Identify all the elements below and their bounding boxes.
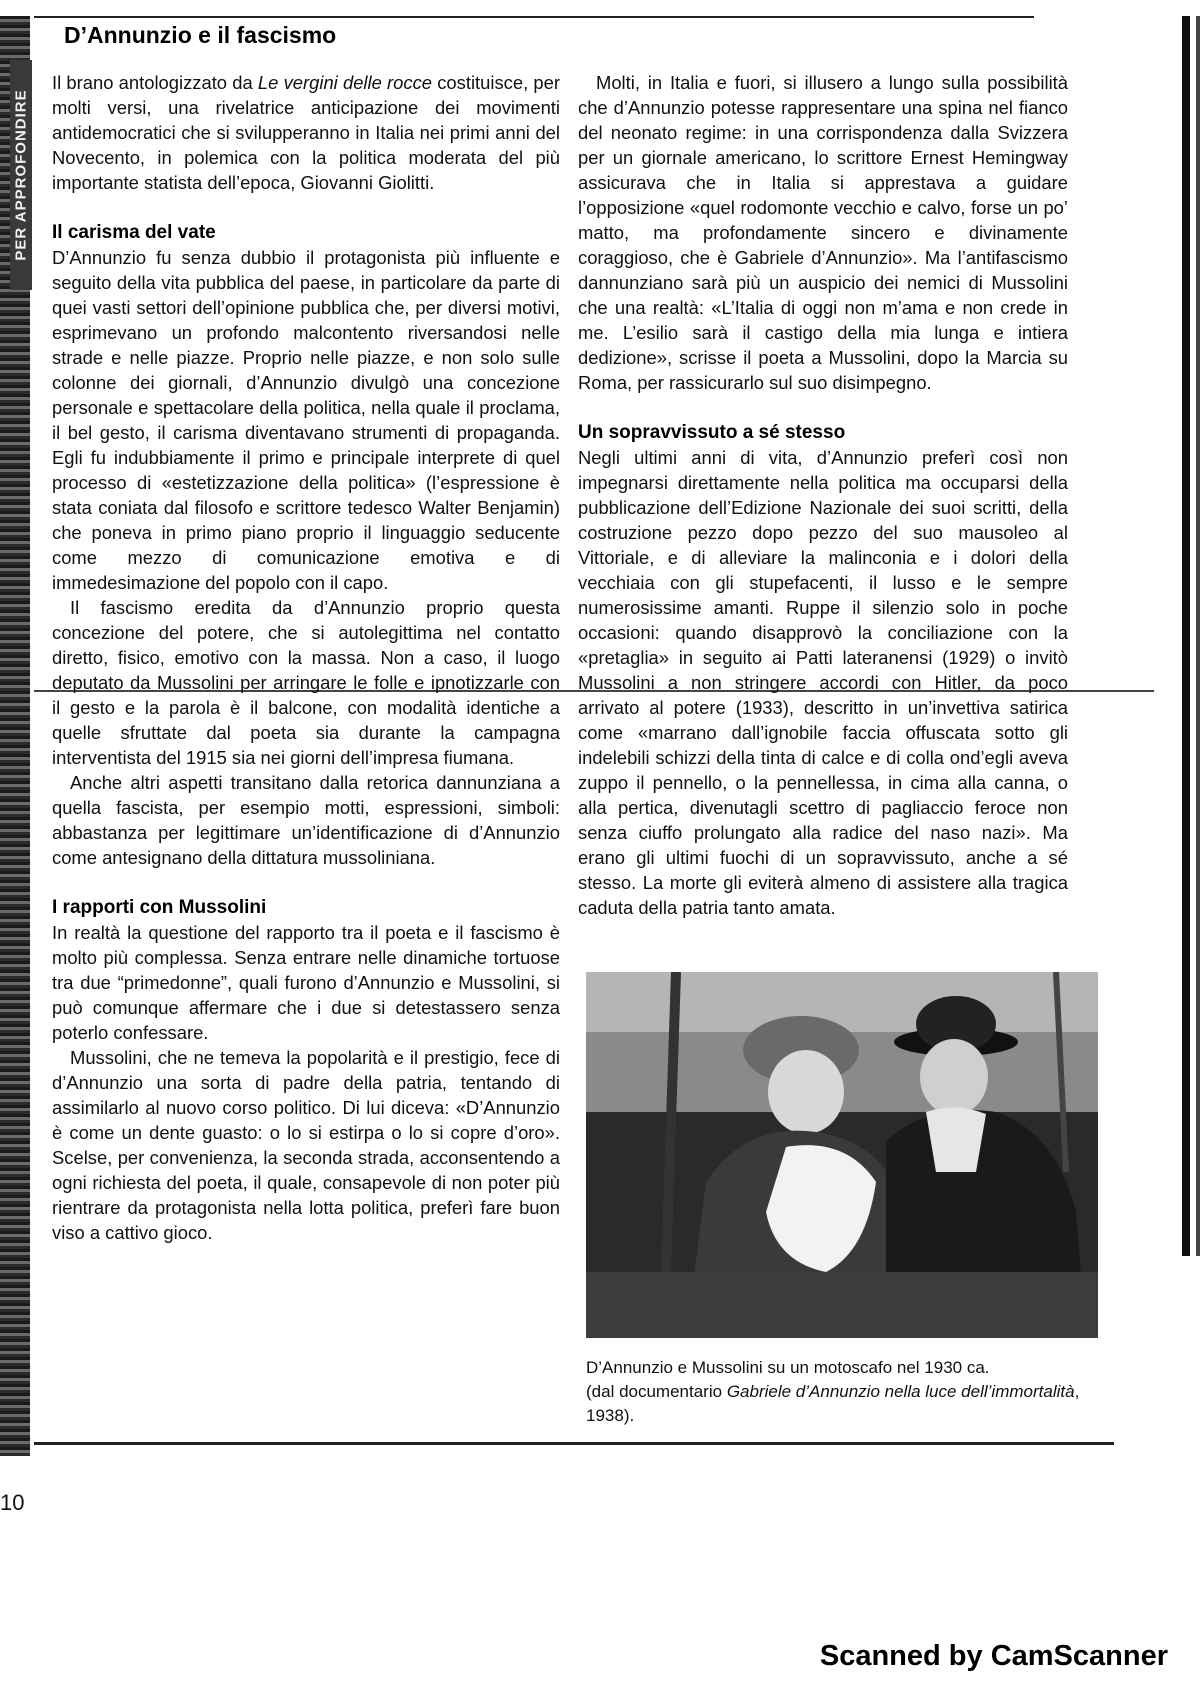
caption-documentary-title: Gabriele d’Annunzio nella luce dell’immortalità xyxy=(726,1382,1075,1401)
paragraph-carisma-1: D’Annunzio fu senza dubbio il protagonista più influente e seguito della vita pubblica del paese, in particolare da parte di quei vasti settori dell’opinione pubblica che, per diversi motivi, esprimevano un profondo malcontento riversandosi nelle strade e nelle piazze. Proprio nelle piazze, e non solo sulle colonne dei giornali, d’Annunzio divulgò una concezione personale e spettacolare della politica, nella quale il proclama, il bel gesto, il carisma diventavano strumenti di propaganda. Egli fu indubbiamente il primo e principale interprete di quel processo di «estetizzazione della politica» (l’espressione è stata coniata dal filosofo e scrittore tedesco Walter Benjamin) che poneva in primo piano proprio il linguaggio seducente come mezzo di comunicazione emotiva e di immedesimazione del popolo con il capo. xyxy=(52,247,560,593)
intro-paragraph xyxy=(52,70,560,195)
section-heading-carisma: Il carisma del vate xyxy=(52,222,216,243)
scan-edge-right xyxy=(1182,16,1190,1256)
paragraph-sopravvissuto: Negli ultimi anni di vita, d’Annunzio preferì così non impegnarsi direttamente nella politica ma occuparsi della pubblicazione dell’Edizione Nazionale dei suoi scritti, della costruzione pezzo dopo pezzo del suo mausoleo al Vittoriale, e di alleviare la malinconia e i dolori della vecchiaia con gli stupefacenti, il lusso e le sempre numerosissime amanti. Ruppe il silenzio solo in poche occasioni: quando disapprovò la conciliazione con la «pretaglia» in seguito ai Patti lateranensi (1929) o invitò Mussolini a non stringere accordi con Hitler, da poco arrivato al potere (1933), descritto in un’invettiva satirica come «marrano dall’ignobile faccia offuscata sotto gli indelebili schizzi della tinta di calce e di colla ond’egli aveva zuppo il pennello, o la pennellessa, in cima alla canna, o alla pertica, divenutagli scettro di pagliaccio feroce non senza ciuffo prolungato alla radice del naso nazi». Ma erano gli ultimi fuochi di un sopravvissuto, anche a sé stesso. La morte gli eviterà almeno di assistere alla tragica caduta della patria tanto amata. xyxy=(578,447,1068,918)
bottom-rule xyxy=(34,1442,1114,1445)
right-column xyxy=(578,70,1068,920)
caption-description: D’Annunzio e Mussolini su un motoscafo nel 1930 ca. xyxy=(586,1358,990,1377)
paragraph-carisma-3: Anche altri aspetti transitano dalla retorica dannunziana a quella fascista, per esempio motti, espressioni, simboli: abbastanza per legittimare un’identificazione di d’Annunzio come antesignano della dittatura mussoliniana. xyxy=(52,772,560,868)
photo-caption xyxy=(586,1356,1098,1428)
photo-dannunzio-mussolini xyxy=(586,972,1098,1338)
caption-source-start: (dal documentario xyxy=(586,1382,727,1401)
paragraph-carisma-2: Il fascismo eredita da d’Annunzio proprio questa concezione del potere, che si autolegittima nel contatto diretto, fisico, emotivo con la massa. Non a caso, il luogo deputato da Mussolini per arringare le folle e ipnotizzarle con il gesto e la parola è il balcone, con modalità identiche a quelle sfruttate dal poeta sia durante la campagna interventista del 1915 sia nei giorni dell’impresa fiumana. xyxy=(52,597,560,768)
top-rule xyxy=(34,16,1034,18)
scanner-watermark: Scanned by CamScanner xyxy=(819,1640,1168,1672)
intro-book-title: Le vergini delle rocce xyxy=(257,72,433,93)
intro-text-end: costituisce, per molti versi, una rivelatrice anticipazione dei movimenti antidemocratici che si svilupperanno in Italia nei primi anni del Novecento, in polemica con la politica moderata del più importante statista dell’epoca, Giovanni Giolitti. xyxy=(52,72,560,193)
intro-text-start: Il brano antologizzato da xyxy=(52,72,258,93)
left-column xyxy=(52,70,560,1245)
sidebar-tab xyxy=(10,60,32,290)
section-heading-rapporti: I rapporti con Mussolini xyxy=(52,897,267,918)
paragraph-molti: Molti, in Italia e fuori, si illusero a lungo sulla possibilità che d’Annunzio potesse rappresentare una spina nel fianco del neonato regime: in una corrispondenza dalla Svizzera per un giornale americano, lo scrittore Ernest Hemingway assicurava che in Italia si apprestava a guidare l’opposizione «quel rodomonte vecchio e calvo, forse un po’ matto, ma profondamente sincero e divinamente coraggioso, che è Gabriele d’Annunzio». Ma l’antifascismo dannunziano sarà più un auspicio dei nemici di Mussolini che una realtà: «L’Italia di oggi non m’ama e non crede in me. L’esilio sarà il castigo della mia lunga e intiera dedizione», scrisse il poeta a Mussolini, dopo la Marcia su Roma, per rassicurarlo sul suo disimpegno. xyxy=(578,72,1068,393)
sidebar-tab-label: PER APPROFONDIRE xyxy=(12,89,30,261)
paragraph-rapporti-1: In realtà la questione del rapporto tra il poeta e il fascismo è molto più complessa. Senza entrare nelle dinamiche tortuose tra due “primedonne”, quali furono d’Annunzio e Mussolini, si può comunque affermare che i due si detestassero senza poterlo confessare. xyxy=(52,922,560,1043)
caption-source-end: , 1938). xyxy=(586,1382,1080,1425)
paragraph-rapporti-2: Mussolini, che ne temeva la popolarità e il prestigio, fece di d’Annunzio una sorta di padre della patria, tentando di assimilarlo al nuovo corso politico. Di lui diceva: «D’Annunzio è come un dente guasto: o lo si estirpa o lo si copre d’oro». Scelse, per convenienza, la seconda strada, acconsentendo a ogni richiesta del poeta, il quale, consapevole di non poter più rientrare da protagonista nella lotta politica, preferì fare buon viso a cattivo gioco. xyxy=(52,1047,560,1243)
page-number: 10 xyxy=(0,1490,25,1515)
article-title: D’Annunzio e il fascismo xyxy=(64,22,337,48)
section-heading-sopravvissuto: Un sopravvissuto a sé stesso xyxy=(578,422,846,443)
scan-edge-right-outer xyxy=(1196,16,1200,1256)
photo-illustration xyxy=(586,972,1098,1338)
